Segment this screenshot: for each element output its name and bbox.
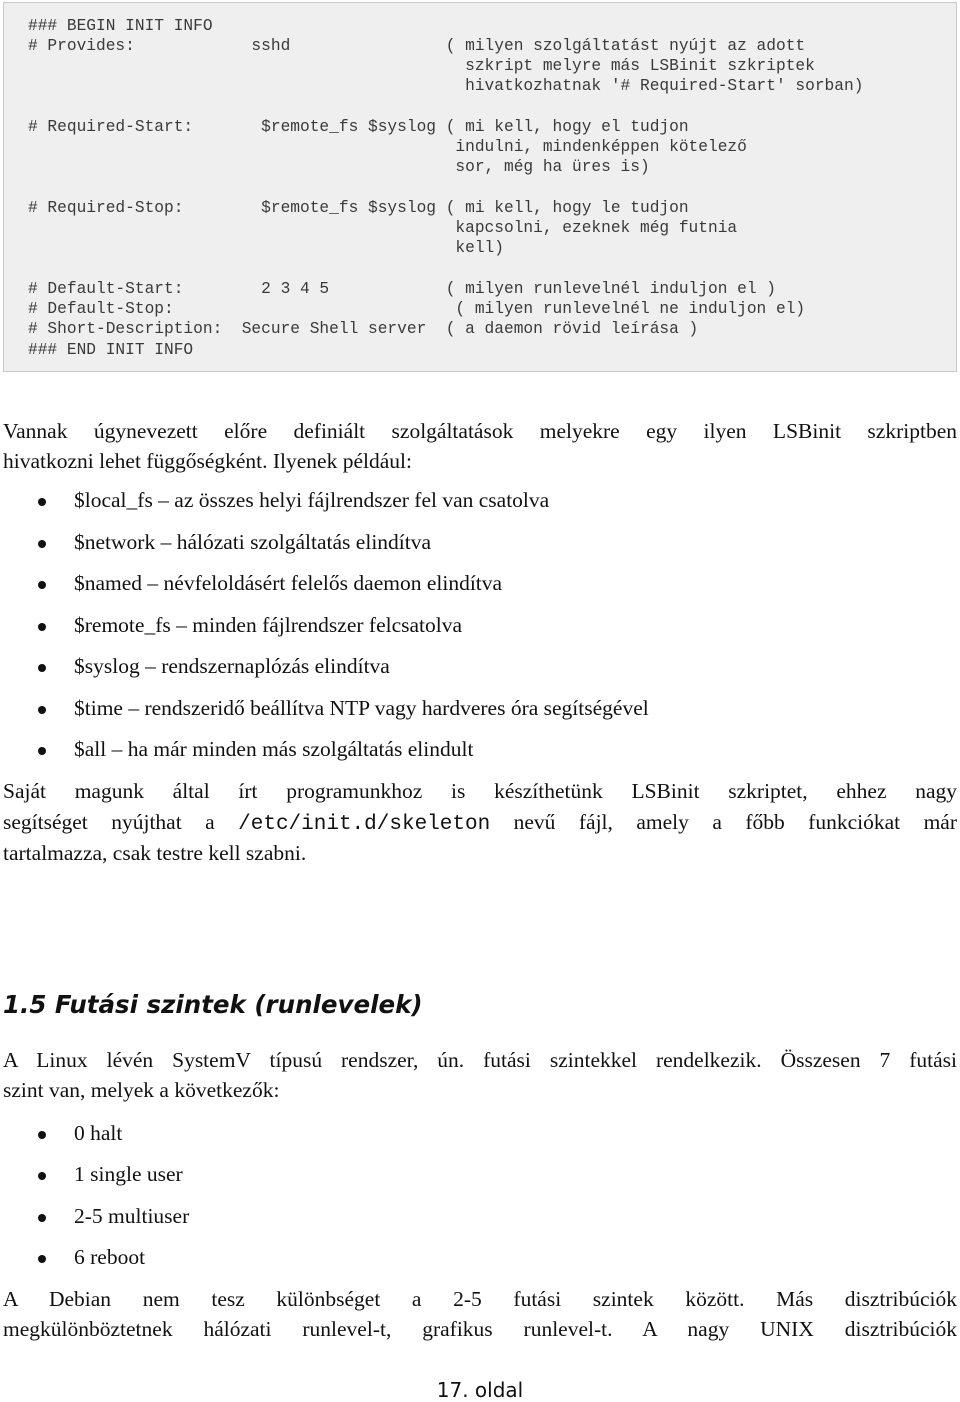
debian-paragraph-line-2: megkülönböztetnek hálózati runlevel-t, grafikus runlevel-t. A nagy UNIX disztribúciók bbox=[3, 1317, 957, 1341]
skeleton-file-path: /etc/init.d/skeleton bbox=[238, 813, 491, 836]
list-item-label: 0 halt bbox=[74, 1121, 123, 1145]
list-item-label: $local_fs – az összes helyi fájlrendszer fel van csatolva bbox=[74, 488, 550, 512]
bullet-icon bbox=[38, 498, 46, 506]
skeleton-paragraph-line-2 bbox=[3, 810, 957, 836]
bullet-icon bbox=[38, 1214, 46, 1222]
list-item-label: 2-5 multiuser bbox=[74, 1204, 190, 1228]
code-line: # Short-Description: Secure Shell server ( a daemon rövid leírása ) bbox=[28, 320, 699, 338]
list-item-label: 1 single user bbox=[74, 1162, 183, 1186]
debian-paragraph-line-1: A Debian nem tesz különbséget a 2-5 futási szintek között. Más disztribúciók bbox=[3, 1287, 957, 1311]
bullet-icon bbox=[38, 664, 46, 672]
runlevel-paragraph-line-1: A Linux lévén SystemV típusú rendszer, ún. futási szintekkel rendelkezik. Összesen 7 futási bbox=[3, 1048, 957, 1072]
skeleton-text-before: segítséget nyújthat a bbox=[3, 810, 239, 834]
list-item-label: $named – névfeloldásért felelős daemon elindítva bbox=[74, 571, 503, 595]
intro-paragraph-line-1: Vannak úgynevezett előre definiált szolgáltatások melyekre egy ilyen LSBinit szkriptben bbox=[3, 419, 957, 443]
code-line: ### END INIT INFO bbox=[28, 341, 194, 359]
code-line: # Required-Start: $remote_fs $syslog ( mi kell, hogy el tudjon bbox=[28, 118, 689, 136]
page-number: 17. oldal bbox=[436, 1378, 524, 1402]
bullet-icon bbox=[38, 581, 46, 589]
bullet-icon bbox=[38, 747, 46, 755]
code-line: sor, még ha üres is) bbox=[28, 158, 650, 176]
bullet-icon bbox=[38, 1172, 46, 1180]
skeleton-text-after: nevű fájl, amely a főbb funkciókat már bbox=[490, 810, 957, 834]
code-line: # Default-Start: 2 3 4 5 ( milyen runlevelnél induljon el ) bbox=[28, 280, 776, 298]
code-line: ### BEGIN INIT INFO bbox=[28, 17, 213, 35]
code-line: indulni, mindenképpen kötelező bbox=[28, 138, 747, 156]
section-heading: 1.5 Futási szintek (runlevelek) bbox=[3, 990, 423, 1019]
bullet-icon bbox=[38, 706, 46, 714]
list-item-label: $time – rendszeridő beállítva NTP vagy hardveres óra segítségével bbox=[74, 696, 649, 720]
code-line: szkript melyre más LSBinit szkriptek bbox=[28, 57, 815, 75]
bullet-icon bbox=[38, 540, 46, 548]
list-item-label: $all – ha már minden más szolgáltatás elindult bbox=[74, 737, 474, 761]
skeleton-paragraph-line-1: Saját magunk által írt programunkhoz is készíthetünk LSBinit szkriptet, ehhez nagy bbox=[3, 779, 957, 803]
list-item-label: $network – hálózati szolgáltatás elindítva bbox=[74, 530, 432, 554]
code-block bbox=[3, 2, 957, 372]
runlevel-paragraph-line-2: szint van, melyek a következők: bbox=[3, 1078, 280, 1102]
list-item-label: $syslog – rendszernaplózás elindítva bbox=[74, 654, 390, 678]
code-line: # Default-Stop: ( milyen runlevelnél ne induljon el) bbox=[28, 300, 806, 318]
intro-paragraph-line-2: hivatkozni lehet függőségként. Ilyenek például: bbox=[3, 449, 412, 473]
list-item-label: $remote_fs – minden fájlrendszer felcsatolva bbox=[74, 613, 463, 637]
bullet-icon bbox=[38, 1255, 46, 1263]
list-item-label: 6 reboot bbox=[74, 1245, 146, 1269]
code-line: # Provides: sshd ( milyen szolgáltatást nyújt az adott bbox=[28, 37, 806, 55]
code-line: kapcsolni, ezeknek még futnia bbox=[28, 219, 738, 237]
skeleton-paragraph-line-3: tartalmazza, csak testre kell szabni. bbox=[3, 841, 307, 865]
code-line: # Required-Stop: $remote_fs $syslog ( mi kell, hogy le tudjon bbox=[28, 199, 689, 217]
bullet-icon bbox=[38, 623, 46, 631]
bullet-icon bbox=[38, 1131, 46, 1139]
code-line: kell) bbox=[28, 239, 504, 257]
code-line: hivatkozhatnak '# Required-Start' sorban) bbox=[28, 77, 864, 95]
